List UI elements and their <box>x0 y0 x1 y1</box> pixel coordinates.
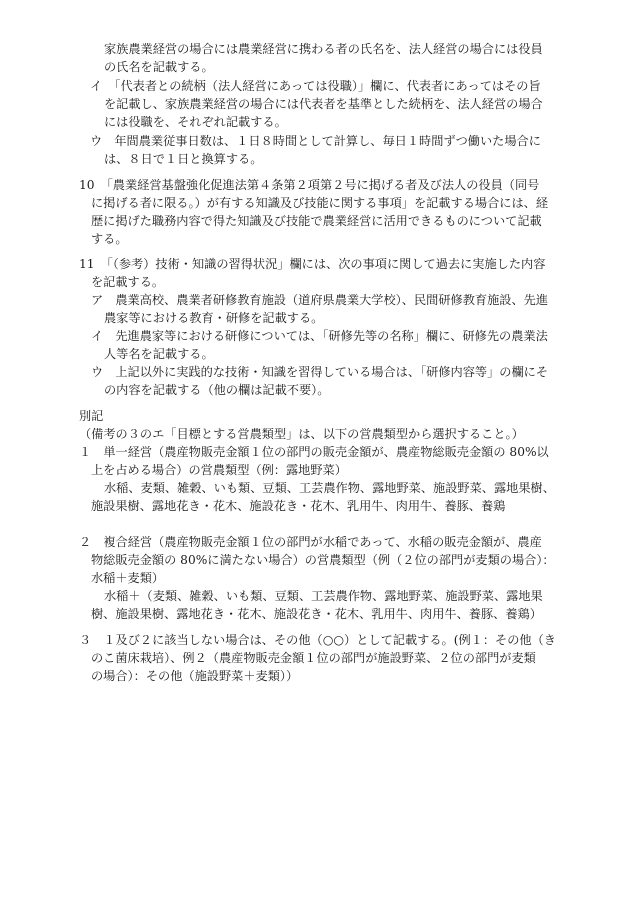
section-3-line: のこ菌床栽培）、例２（農産物販売金額１位の部門が施設野菜、２位の部門が麦類 <box>91 651 536 665</box>
note-10-line: 歴に掲げた職務内容で得た知識及び技能で農業経営に活用できるものについて記載 <box>91 214 542 228</box>
section-2-line: 水稲＋（麦類、雑穀、いも類、豆類、工芸農作物、露地野菜、施設野菜、露地果 <box>104 589 543 603</box>
intro-line: の氏名を記載する。 <box>104 60 214 74</box>
item-u-line: は、８日で１日と換算する。 <box>104 152 263 166</box>
section-2-line: 水稲＋麦類） <box>91 571 165 585</box>
section-1-line: １ 単一経営（農産物販売金額１位の部門の販売金額が、農産物総販売金額の 80%以 <box>79 445 549 459</box>
section-3-line: の場合）：その他（施設野菜＋麦類）） <box>91 669 299 683</box>
item-i-line: を記載し、家族農業経営の場合には代表者を基準とした続柄を、法人経営の場合 <box>104 97 543 111</box>
note-11-line: 11 「（参考）技術・知識の習得状況」欄には、次の事項に関して過去に実施した内容 <box>79 257 546 271</box>
section-2-line: 樹、施設果樹、露地花き・花木、施設花き・花木、乳用牛、肉用牛、養豚、養鶏） <box>91 607 542 621</box>
section-2-line: 物総販売金額の 80%に満たない場合）の営農類型（例（２位の部門が麦類の場合）： <box>91 553 555 567</box>
section-3-line: ３ １及び２に該当しない場合は、その他（○○）として記載する。(例１：その他（き <box>79 633 556 647</box>
section-1-line: 施設果樹、露地花き・花木、施設花き・花木、乳用牛、肉用牛、養豚、養鶏 <box>91 499 506 513</box>
appendix-title: 別記 <box>79 409 104 423</box>
note-11-a-line: ア 農業高校、農業者研修教育施設（道府県農業大学校）、民間研修教育施設、先進 <box>91 293 549 307</box>
note-11-i-line: 人等名を記載する。 <box>104 347 214 361</box>
item-u-line: ウ 年間農業従事日数は、１日８時間として計算し、毎日１時間ずつ働いた場合に <box>90 134 541 148</box>
section-1-line: 水稲、麦類、雑穀、いも類、豆類、工芸農作物、露地野菜、施設野菜、露地果樹、 <box>104 481 555 495</box>
note-11-i-line: イ 先進農家等における研修については、「研修先等の名称」欄に、研修先の農業法 <box>91 329 548 343</box>
intro-line: 家族農業経営の場合には農業経営に携わる者の氏名を、法人経営の場合には役員 <box>104 42 543 56</box>
note-11-u-line: ウ 上記以外に実践的な技術・知識を習得している場合は、「研修内容等」の欄にそ <box>91 365 549 379</box>
section-2-line: ２ 複合経営（農産物販売金額１位の部門が水稲であって、水稲の販売金額が、農産 <box>79 535 542 549</box>
note-10-line: 10 「農業経営基盤強化促進法第４条第２項第２号に掲げる者及び法人の役員（同号 <box>79 178 540 192</box>
note-11-a-line: 農家等における教育・研修を記載する。 <box>104 311 324 325</box>
note-10-line: する。 <box>91 232 128 246</box>
section-1-line: 上を占める場合）の営農類型（例：露地野菜） <box>91 463 347 477</box>
note-11-u-line: の内容を記載する（他の欄は記載不要）。 <box>104 383 330 397</box>
note-11-line: を記載する。 <box>91 275 165 289</box>
appendix-lead: （備考の３のエ「目標とする営農類型」は、以下の営農類型から選択すること。） <box>79 427 524 441</box>
item-i-line: イ 「代表者との続柄（法人経営にあっては役職）」欄に、代表者にあってはその旨 <box>90 79 541 93</box>
note-10-line: に掲げる者に限る。）が有する知識及び技能に関する事項」を記載する場合には、経 <box>91 196 549 210</box>
item-i-line: には役職を、それぞれ記載する。 <box>104 115 287 129</box>
